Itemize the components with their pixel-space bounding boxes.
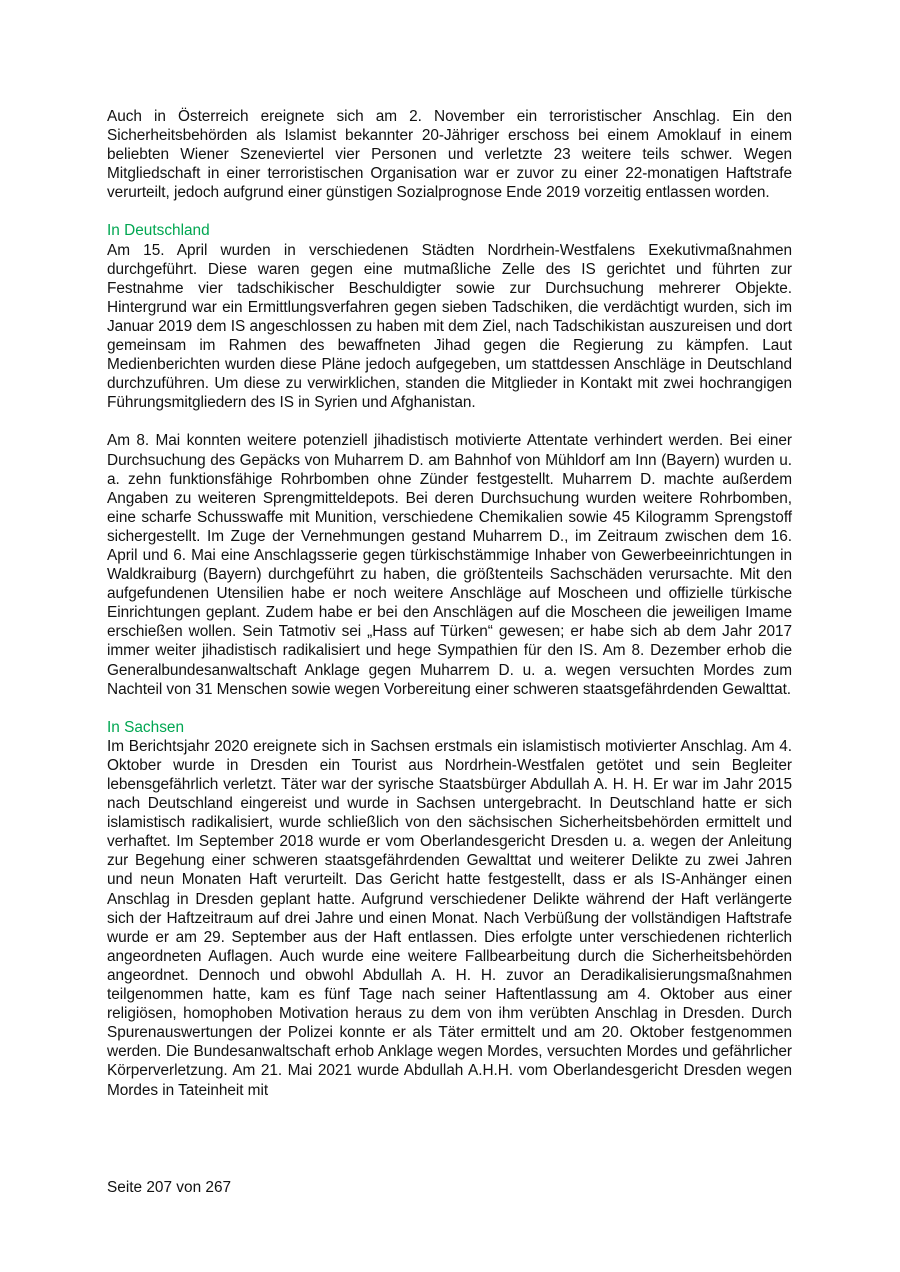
germany-paragraph-1: Am 15. April wurden in verschiedenen Städten Nordrhein-Westfalens Exekutivmaßnahmen durchgeführt. Diese waren gegen eine mutmaßliche Zelle des IS gerichtet und führten zur Festnahme vier tadschikischer Beschuldigter sowie zur Durchsuchung mehrerer Objekte. Hintergrund war ein Ermittlungsverfahren gegen sieben Tadschiken, die verdächtigt wurden, sich im Januar 2019 dem IS angeschlossen zu haben mit dem Ziel, nach Tadschikistan auszureisen und dort gemeinsam im Rahmen des bewaffneten Jihad gegen die Regierung zu kämpfen. Laut Medienberichten wurden diese Pläne jedoch aufgegeben, um stattdessen Anschläge in Deutschland durchzuführen. Um diese zu verwirklichen, standen die Mitglieder in Kontakt mit zwei hochrangigen Führungsmitgliedern des IS in Syrien und Afghanistan. <box>107 241 792 412</box>
section-heading-germany: In Deutschland <box>107 222 210 240</box>
intro-paragraph: Auch in Österreich ereignete sich am 2. November ein terroristischer Anschlag. Ein den Sicherheitsbehörden als Islamist bekannter 20-Jähriger erschoss bei einem Amoklauf in einem beliebten Wiener Szeneviertel vier Personen und verletzte 23 weitere teils schwer. Wegen Mitgliedschaft in einer terroristischen Organisation war er zuvor zu einer 22-monatigen Haftstrafe verurteilt, jedoch aufgrund einer günstigen Sozialprognose Ende 2019 vorzeitig entlassen worden. <box>107 108 792 202</box>
germany-paragraph-2: Am 8. Mai konnten weitere potenziell jihadistisch motivierte Attentate verhindert werden. Bei einer Durchsuchung des Gepäcks von Muharrem D. am Bahnhof von Mühldorf am Inn (Bayern) wurden u. a. zehn funktionsfähige Rohrbomben ohne Zünder festgestellt. Muharrem D. machte außerdem Angaben zu weiteren Sprengmitteldepots. Bei deren Durchsuchung wurden weitere Rohrbomben, eine scharfe Schusswaffe mit Munition, verschiedene Chemikalien sowie 45 Kilogramm Sprengstoff sichergestellt. Im Zuge der Vernehmungen gestand Muharrem D., im Zeitraum zwischen dem 16. April und 6. Mai eine Anschlagsserie gegen türkischstämmige Inhaber von Gewerbeeinrichtungen in Waldkraiburg (Bayern) durchgeführt zu haben, die größtenteils Sachschäden verursachte. Mit den aufgefundenen Utensilien habe er noch weitere Anschläge auf Moscheen und offizielle türkische Einrichtungen geplant. Zudem habe er bei den Anschlägen auf die Moscheen die jeweiligen Imame erschießen wollen. Sein Tatmotiv sei „Hass auf Türken“ gewesen; er habe sich ab dem Jahr 2017 immer weiter jihadistisch radikalisiert und hege Sympathien für den IS. Am 8. Dezember erhob die Generalbundesanwaltschaft Anklage gegen Muharrem D. u. a. wegen versuchten Mordes zum Nachteil von 31 Menschen sowie wegen Vorbereitung einer schweren staatsgefährdenden Gewalttat. <box>107 432 792 698</box>
paragraph-spacer <box>107 202 792 221</box>
page-number-footer: Seite 207 von 267 <box>107 1179 232 1196</box>
paragraph-spacer <box>107 699 792 718</box>
paragraph-spacer <box>107 412 792 431</box>
document-page <box>107 107 792 1100</box>
section-heading-saxony: In Sachsen <box>107 718 185 736</box>
saxony-paragraph: Im Berichtsjahr 2020 ereignete sich in Sachsen erstmals ein islamistisch motivierter Anschlag. Am 4. Oktober wurde in Dresden ein Tourist aus Nordrhein-Westfalen getötet und sein Begleiter lebensgefährlich verletzt. Täter war der syrische Staatsbürger Abdullah A. H. H. Er war im Jahr 2015 nach Deutschland eingereist und wurde in Sachsen untergebracht. In Deutschland hatte er sich islamistisch radikalisiert, wurde schließlich von den sächsischen Sicherheitsbehörden ermittelt und verhaftet. Im September 2018 wurde er vom Oberlandesgericht Dresden u. a. wegen der Anleitung zur Begehung einer schweren staatsgefährdenden Gewalttat und weiterer Delikte zu zwei Jahren und neun Monaten Haft verurteilt. Das Gericht hatte festgestellt, dass er als IS-Anhänger einen Anschlag in Dresden geplant hatte. Aufgrund verschiedener Delikte während der Haft verlängerte sich der Haftzeitraum auf drei Jahre und einen Monat. Nach Verbüßung der vollständigen Haftstrafe wurde er am 29. September aus der Haft entlassen. Dies erfolgte unter verschiedenen richterlich angeordneten Auflagen. Auch wurde eine weitere Fallbearbeitung durch die Sicherheitsbehörden angeordnet. Dennoch und obwohl Abdullah A. H. H. zuvor an Deradikalisierungsmaßnahmen teilgenommen hatte, kam es fünf Tage nach seiner Haftentlassung am 4. Oktober aus einer religiösen, homophoben Motivation heraus zu dem von ihm verübten Anschlag in Dresden. Durch Spurenauswertungen der Polizei konnte er als Täter ermittelt und am 20. Oktober festgenommen werden. Die Bundesanwaltschaft erhob Anklage wegen Mordes, versuchten Mordes und gefährlicher Körperverletzung. Am 21. Mai 2021 wurde Abdullah A.H.H. vom Oberlandesgericht Dresden wegen Mordes in Tateinheit mit <box>107 737 792 1099</box>
